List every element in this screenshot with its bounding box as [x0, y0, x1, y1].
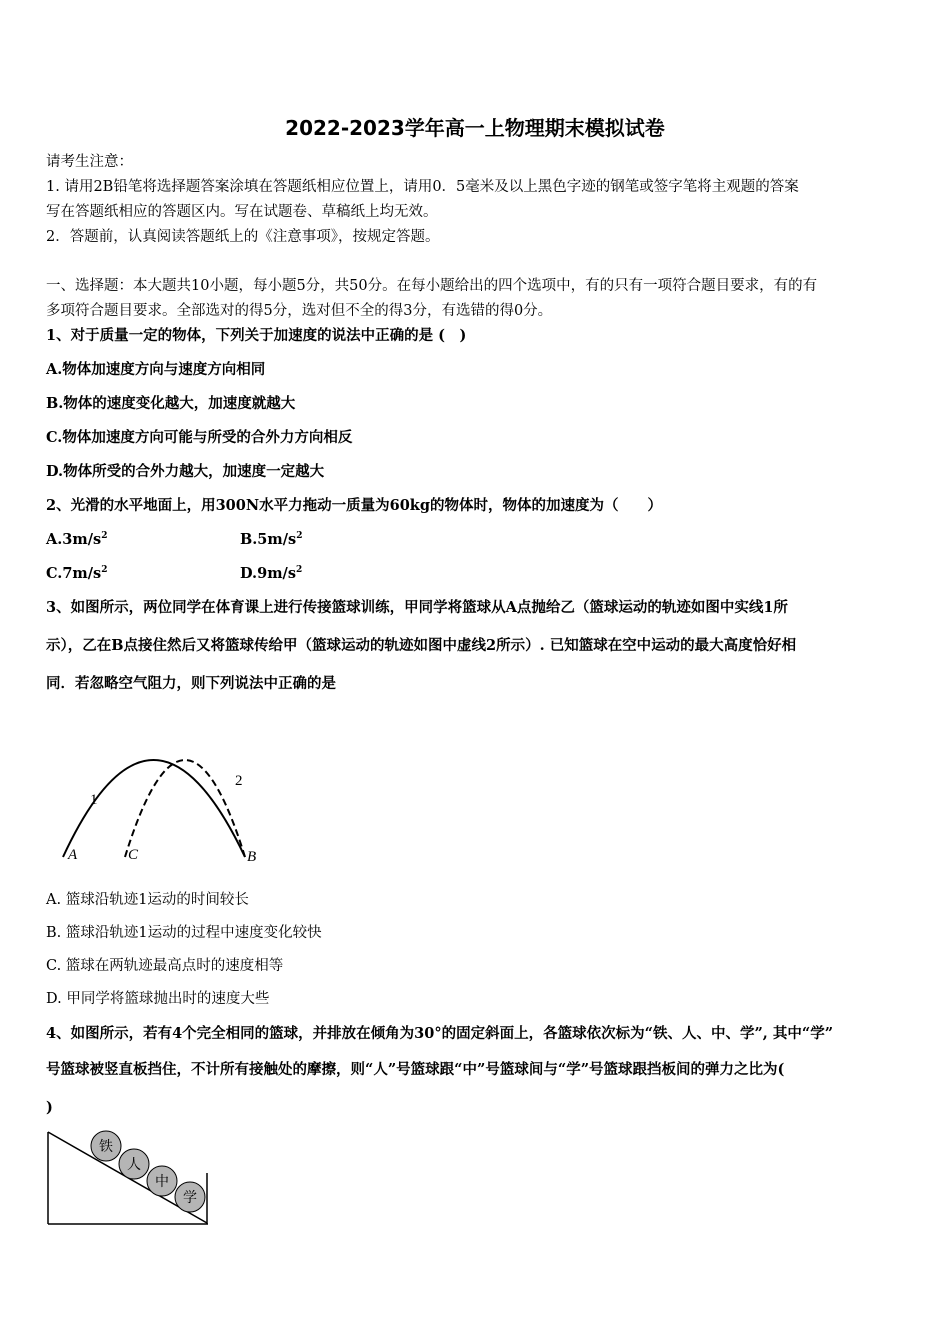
question-4-stem-line-2: 号篮球被竖直板挡住，不计所有接触处的摩擦，则“人”号篮球跟“中”号篮球间与“学”号篮球跟挡板间的弹力之比为(	[46, 1061, 785, 1078]
incline-figure	[44, 1128, 214, 1228]
question-2-stem: 2、光滑的水平地面上，用300N水平力拖动一质量为60kg的物体时，物体的加速度为（ ）	[46, 497, 662, 514]
trajectory-2-label: 2	[235, 773, 243, 789]
question-3-stem-line-1: 3、如图所示，两位同学在体育课上进行传接篮球训练，甲同学将篮球从A点抛给乙（篮球运动的轨迹如图中实线1所	[46, 599, 788, 616]
notice-heading: 请考生注意：	[46, 154, 133, 170]
trajectory-figure	[55, 700, 285, 870]
question-2-option-c: $C.7m/s^2$	[46, 565, 108, 582]
question-2-option-d: $D.9m/s^2$	[240, 565, 303, 582]
question-3-stem-line-3: 同．若忽略空气阻力，则下列说法中正确的是	[46, 675, 336, 692]
question-3-option-a: A. 篮球沿轨迹1运动的时间较长	[46, 892, 249, 908]
section-instructions-line-1: 一、选择题：本大题共10小题，每小题5分，共50分。在每小题给出的四个选项中，有的只有一项符合题目要求，有的有	[46, 278, 818, 294]
ball-tie	[91, 1131, 121, 1161]
question-4-stem-line-1: 4、如图所示，若有4个完全相同的篮球，并排放在倾角为30°的固定斜面上，各篮球依次标为“铁、人、中、学”, 其中“学”	[46, 1025, 834, 1042]
ball-zhong	[147, 1166, 177, 1196]
point-b-label: B	[247, 849, 257, 865]
question-1-stem: 1、对于质量一定的物体，下列关于加速度的说法中正确的是 ( )	[46, 327, 467, 344]
question-3-stem-line-2: 示），乙在B点接住然后又将篮球传给甲（篮球运动的轨迹如图中虚线2所示）. 已知篮球在空中运动的最大高度恰好相	[46, 637, 797, 654]
point-c-label: C	[128, 847, 139, 863]
trajectory-1-solid	[63, 760, 245, 857]
question-1-option-d: D.物体所受的合外力越大，加速度一定越大	[46, 463, 325, 480]
question-2-option-b: $B.5m/s^2$	[240, 531, 303, 548]
ball-tie-label: 铁	[99, 1140, 113, 1155]
question-3-option-c: C. 篮球在两轨迹最高点时的速度相等	[46, 958, 284, 974]
question-1-option-b: B.物体的速度变化越大，加速度就越大	[46, 395, 296, 412]
page-title: 2022-2023学年高一上物理期末模拟试卷	[285, 116, 665, 140]
point-a-label: A	[68, 847, 78, 863]
notice-item-2: 2．答题前，认真阅读答题纸上的《注意事项》，按规定答题。	[46, 229, 440, 245]
ball-zhong-label: 中	[155, 1175, 169, 1190]
notice-item-1-line-2: 写在答题纸相应的答题区内。写在试题卷、草稿纸上均无效。	[46, 204, 438, 220]
question-1-option-c: C.物体加速度方向可能与所受的合外力方向相反	[46, 429, 353, 446]
question-2-option-a: $A.3m/s^2$	[46, 531, 108, 548]
ball-xue	[175, 1182, 205, 1212]
ball-ren-label: 人	[127, 1158, 141, 1173]
question-4-stem-line-3: )	[46, 1099, 53, 1116]
ball-xue-label: 学	[183, 1191, 197, 1206]
question-3-option-b: B. 篮球沿轨迹1运动的过程中速度变化较快	[46, 925, 322, 941]
question-3-option-d: D. 甲同学将篮球抛出时的速度大些	[46, 991, 270, 1007]
ball-ren	[119, 1149, 149, 1179]
trajectory-1-label: 1	[90, 792, 98, 808]
trajectory-2-dashed	[125, 760, 245, 857]
question-1-option-a: A.物体加速度方向与速度方向相同	[46, 361, 266, 378]
section-instructions-line-2: 多项符合题目要求。全部选对的得5分，选对但不全的得3分，有选错的得0分。	[46, 303, 553, 319]
notice-item-1-line-1: 1. 请用2B铅笔将选择题答案涂填在答题纸相应位置上，请用0．5毫米及以上黑色字迹的钢笔或签字笔将主观题的答案	[46, 179, 799, 195]
